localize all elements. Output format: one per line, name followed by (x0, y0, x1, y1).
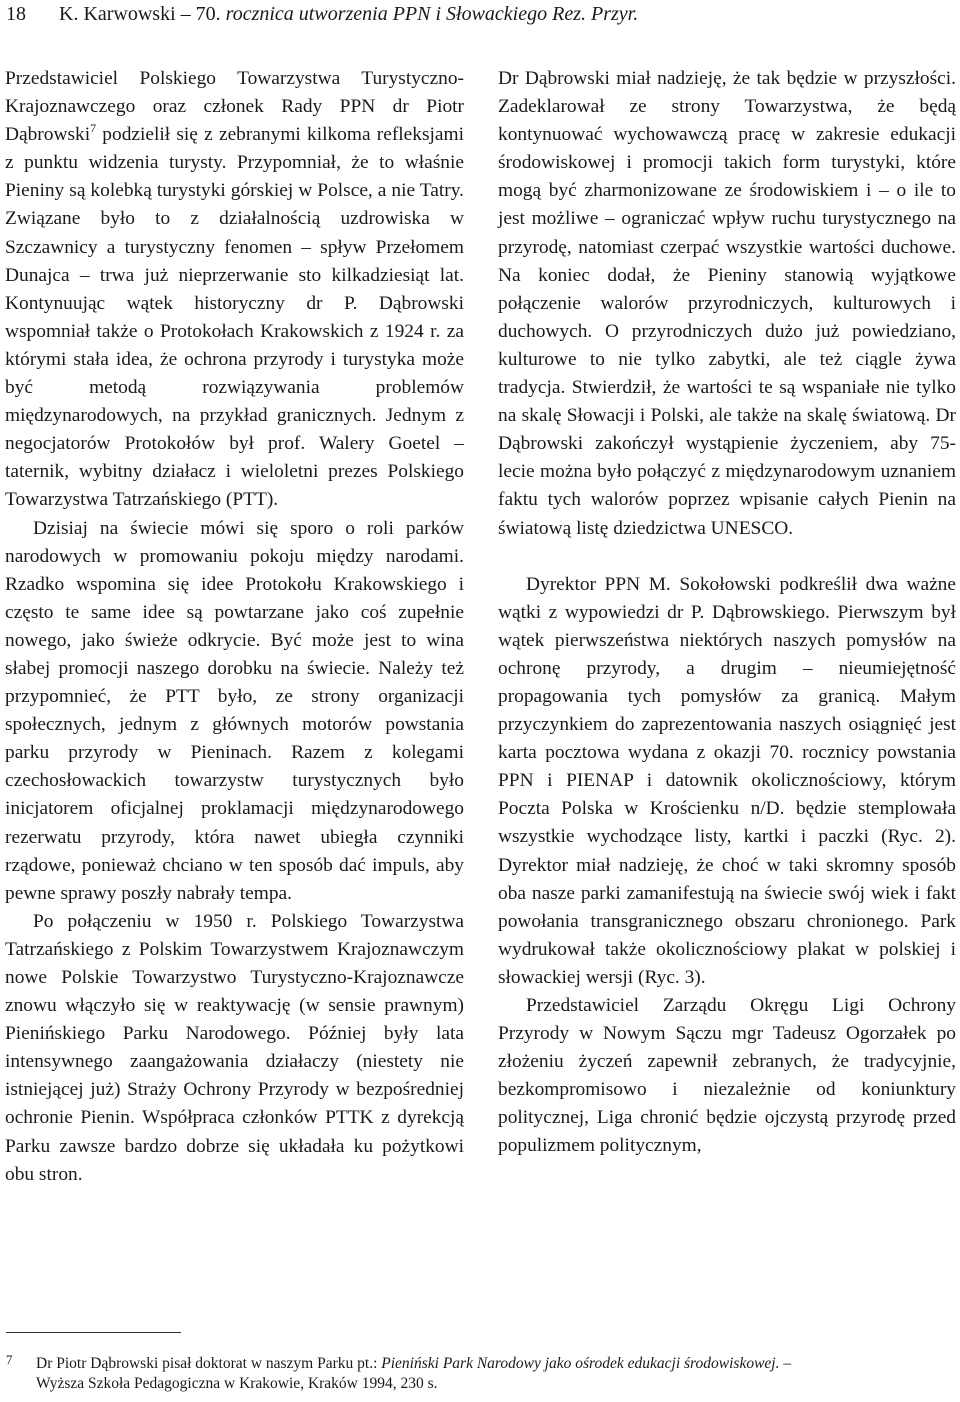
right-column (498, 65, 956, 1161)
page-header (6, 2, 956, 26)
paragraph: Po połączeniu w 1950 r. Polskiego Towarzystwa Tatrzańskiego z Polskim Towarzystwem Krajoznawczym nowe Polskie Towarzystwo Turystyczno-Krajoznawcze znowu włączyło się w reaktywację (w sensie prawnym) Pienińskiego Parku Narodowego. Później były lata intensywnego zaangażowania działaczy (niestety nie istniejącej już) Straży Ochrony Przyrody w bezpośredniej ochronie Pienin. Współpraca członków PTTK z dyrekcją Parku zawsze bardzo dobrze się układała ku pożytkowi obu stron. (5, 910, 464, 1185)
left-column (5, 65, 464, 1189)
paragraph: Dyrektor PPN M. Sokołowski podkreślił dwa ważne wątki z wypowiedzi dr P. Dąbrowskiego. Pierwszym był wątek pierwszeństwa niektórych naszych pomysłów na ochronę przyrody, a drugim – nieumiejętność propagowania tych pomysłów za granicą. Małym przyczynkiem do zaprezentowania naszych osiągnięć jest karta pocztowa wydana z okazji 70. rocznicy powstania PPN i PIENAP i datownik okolicznościowy, którym Poczta Polska w Krościenku n/D. będzie stemplowała wszystkie wychodzące listy, kartki i paczki (Ryc. 2). Dyrektor miał nadzieję, że choć w taki skromny sposób oba nasze parki zamanifestują na świecie swój wiek i fakt powołania transgranicznego obszaru chronionego. Park wydrukował także okolicznościowy plakat w polskiej i słowackiej wersji (Ryc. 3). (498, 573, 956, 988)
header-author: K. Karwowski – 70. (59, 3, 221, 25)
footnote (6, 1354, 956, 1394)
paragraph-text: Przedstawiciel Polskiego Towarzystwa Turystyczno-Krajoznawczego oraz członek Rady PPN dr Piotr Dąbrowski (5, 68, 464, 146)
footnote-number: 7 (6, 1352, 13, 1367)
paragraph: Przedstawiciel Zarządu Okręgu Ligi Ochrony Przyrody w Nowym Sączu mgr Tadeusz Ogorzałek po złożeniu życzeń zapewnił zebranych, że tradycyjnie, bezkompromisowo i niezależnie od koniunktury politycznej, Liga chronić będzie ojczystą przyrodę przed populizmem politycznym, (498, 995, 956, 1157)
paragraph-text: podzielił się z zebranymi kilkoma refleksjami z punktu widzenia turysty. Przypomniał, że to właśnie Pieniny są kolebką turystyki górskiej w Polsce, a nie Tatry. Związane było to z działalnością uzdrowiska w Szczawnicy a turystyczny fenomen – spływ Przełomem Dunajca – trwa już nieprzerwanie sto kilkadziesiąt lat. Kontynuując wątek historyczny dr P. Dąbrowski wspomniał także o Protokołach Krakowskich z 1924 r. za którymi stała idea, że ochrona przyrody i turystyka może być metodą rozwiązywania problemów międzynarodowych, na przykład granicznych. Jednym z negocjatorów Protokołów był prof. Walery Goetel – taternik, wybitny działacz i wieloletni prezes Polskiego Towarzystwa Tatrzańskiego (PTT). (5, 124, 464, 511)
paragraph (5, 65, 464, 515)
paragraph: Dzisiaj na świecie mówi się sporo o roli parków narodowych w promowaniu pokoju między narodami. Rzadko wspomina się idee Protokołu Krakowskiego i często te same idee są powtarzane jako coś zupełnie nowego, jako świeże odkrycie. Być może jest to wina słabej promocji naszego dorobku na świecie. Należy też przypomnieć, że PTT było, ze strony organizacji społecznych, jednym z głównych motorów powstania parku przyrody w Pieninach. Razem z kolegami czechosłowackich towarzystw turystycznych było inicjatorem oficjalnej proklamacji międzynarodowego rezerwatu przyrody, która nawet ubiegła czynniki rządowe, ponieważ chciano w ten sposób dać impuls, aby pewne sprawy poszły nabrały tempa. (5, 517, 464, 904)
footnote-text: – (779, 1355, 792, 1372)
footnote-text: Dr Piotr Dąbrowski pisał doktorat w naszym Parku pt.: (36, 1355, 382, 1372)
paragraph: Dr Dąbrowski miał nadzieję, że tak będzie w przyszłości. Zadeklarował ze strony Towarzystwa, że będą kontynuować wychowawczą pracę w zakresie edukacji środowiskowej i promocji takich form turystyki, które mogą być zharmonizowane ze środowiskiem i – o ile to jest możliwe – ograniczać wpływ ruchu turystycznego na przyrodę, natomiast czerpać wszystkie wartości duchowe. Na koniec dodał, że Pieniny stanowią wyjątkowe połączenie walorów przyrodniczych, kulturowych i duchowych. O przyrodniczych dużo już powiedziano, kulturowe to nie tylko zabytki, ale też ciągle żywa tradycja. Stwierdził, że wartości te są wspaniałe nie tylko na skalę Słowacji i Polski, ale także na skalę światową. Dr Dąbrowski zakończył wystąpienie życzeniem, aby 75-lecie można było połączyć z międzynarodowym uznaniem faktu tych walorów poprzez wpisanie całych Pienin na światową listę dziedzictwa UNESCO. (498, 68, 956, 539)
footnote-line (6, 1354, 956, 1374)
footnote-line: Wyższa Szkoła Pedagogiczna w Krakowie, Kraków 1994, 230 s. (36, 1375, 438, 1392)
footnote-divider (6, 1332, 181, 1333)
footnote-title: Pieniński Park Narodowy jako ośrodek edukacji środowiskowej. (381, 1355, 780, 1372)
footnote-ref: 7 (90, 121, 97, 136)
page-number: 18 (6, 3, 26, 25)
header-title: rocznica utworzenia PPN i Słowackiego Rez. Przyr. (225, 3, 639, 25)
